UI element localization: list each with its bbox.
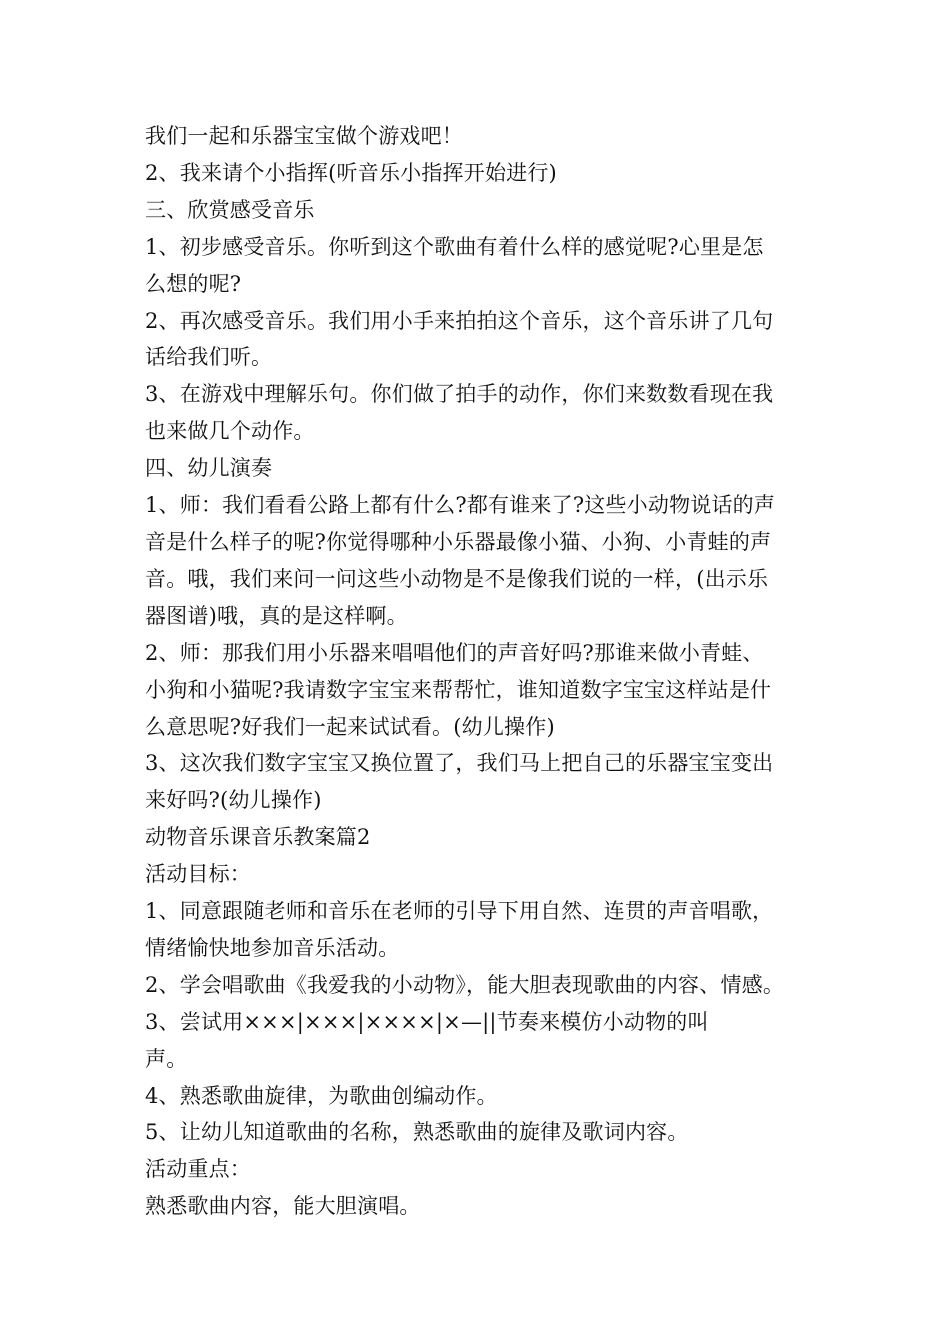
text-line: 器图谱)哦，真的是这样啊。 bbox=[145, 603, 408, 628]
text-line: 2、再次感受音乐。我们用小手来拍拍这个音乐，这个音乐讲了几句 bbox=[145, 308, 774, 333]
article-title: 动物音乐课音乐教案篇2 bbox=[145, 825, 371, 850]
text-line: 1、初步感受音乐。你听到这个歌曲有着什么样的感觉呢?心里是怎 bbox=[145, 234, 764, 259]
section-heading: 四、幼儿演奏 bbox=[145, 456, 273, 481]
document-body bbox=[145, 118, 815, 1225]
section-heading: 活动重点： bbox=[145, 1157, 251, 1182]
text-line: 也来做几个动作。 bbox=[145, 419, 315, 444]
text-line: 3、在游戏中理解乐句。你们做了拍手的动作，你们来数数看现在我 bbox=[145, 382, 774, 407]
text-line: 么想的呢? bbox=[145, 271, 242, 296]
text-line: 3、尝试用×××|×××|××××|×—||节奏来模仿小动物的叫 bbox=[145, 1009, 709, 1034]
text-line: 1、同意跟随老师和音乐在老师的引导下用自然、连贯的声音唱歌， bbox=[145, 899, 774, 924]
text-line: 声。 bbox=[145, 1046, 188, 1071]
text-line: 5、让幼儿知道歌曲的名称，熟悉歌曲的旋律及歌词内容。 bbox=[145, 1120, 689, 1145]
text-line: 音。哦，我们来问一问这些小动物是不是像我们说的一样，(出示乐 bbox=[145, 566, 769, 591]
text-line: 来好吗?(幼儿操作) bbox=[145, 788, 322, 813]
text-line: 4、熟悉歌曲旋律，为歌曲创编动作。 bbox=[145, 1083, 498, 1108]
text-line: 3、这次我们数字宝宝又换位置了，我们马上把自己的乐器宝宝变出 bbox=[145, 751, 774, 776]
text-line: 音是什么样子的呢?你觉得哪种小乐器最像小猫、小狗、小青蛙的声 bbox=[145, 529, 772, 554]
section-heading: 活动目标： bbox=[145, 862, 251, 887]
text-line: 1、师：我们看看公路上都有什么?都有谁来了?这些小动物说话的声 bbox=[145, 493, 776, 518]
text-line: 2、我来请个小指挥(听音乐小指挥开始进行) bbox=[145, 160, 557, 185]
text-line: 么意思呢?好我们一起来试试看。(幼儿操作) bbox=[145, 714, 555, 739]
text-line: 我们一起和乐器宝宝做个游戏吧！ bbox=[145, 124, 463, 148]
text-line: 情绪愉快地参加音乐活动。 bbox=[145, 935, 400, 960]
section-heading: 三、欣赏感受音乐 bbox=[145, 197, 315, 222]
text-line: 2、师：那我们用小乐器来唱唱他们的声音好吗?那谁来做小青蛙、 bbox=[145, 640, 764, 665]
text-line: 小狗和小猫呢?我请数字宝宝来帮帮忙，谁知道数字宝宝这样站是什 bbox=[145, 677, 772, 702]
text-line: 2、学会唱歌曲《我爱我的小动物》，能大胆表现歌曲的内容、情感。 bbox=[145, 972, 785, 997]
text-line: 熟悉歌曲内容，能大胆演唱。 bbox=[145, 1194, 421, 1219]
text-line: 话给我们听。 bbox=[145, 345, 273, 370]
